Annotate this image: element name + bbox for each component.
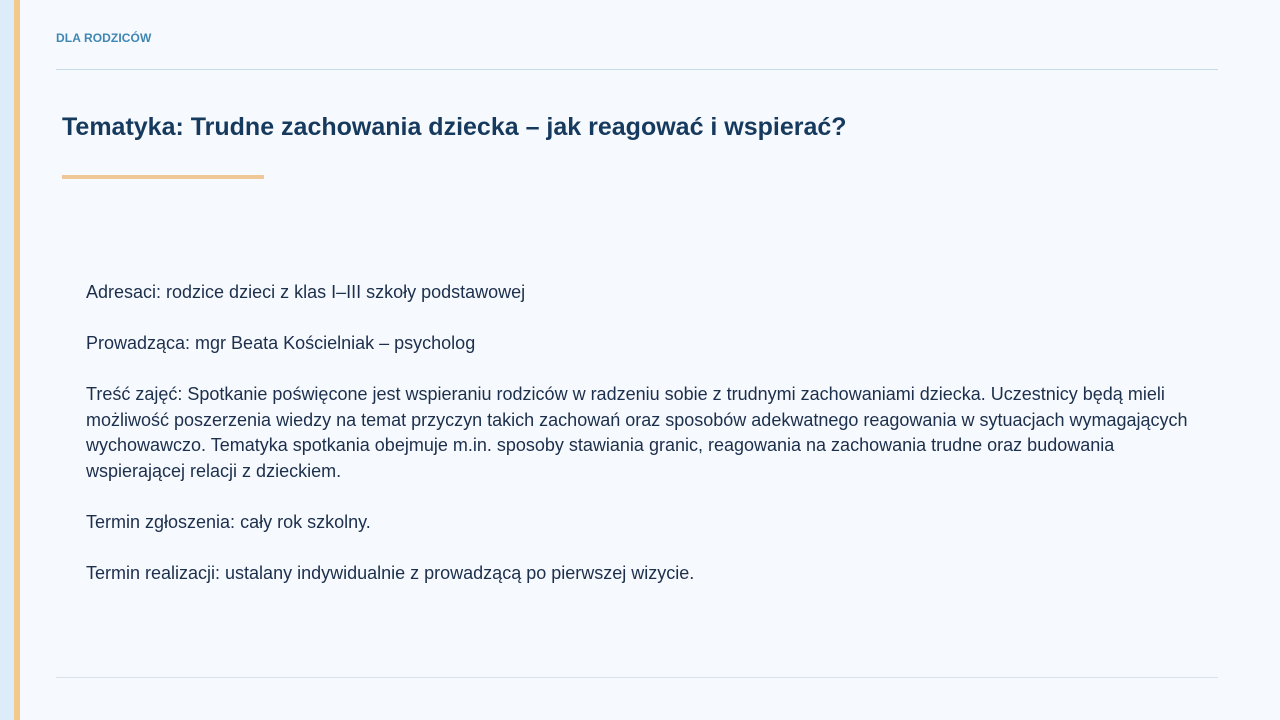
- title-underline: [62, 175, 264, 179]
- top-divider: [56, 69, 1218, 70]
- paragraph-description: Treść zajęć: Spotkanie poświęcone jest wspieraniu rodziców w radzeniu sobie z trudnymi zachowaniami dziecka. Uczestnicy będą mieli możliwość poszerzenia wiedzy na temat przyczyn takich zachowań oraz sposobów adekwatnego reagowania w sytuacjach wymagających wychowawczo. Tematyka spotkania obejmuje m.in. sposoby stawiania granic, reagowania na zachowania trudne oraz budowania wspierającej relacji z dzieckiem.: [86, 384, 1188, 481]
- paragraph-registration-deadline: Termin zgłoszenia: cały rok szkolny.: [86, 511, 371, 532]
- paragraph-addressees: Adresaci: rodzice dzieci z klas I–III szkoły podstawowej: [86, 282, 526, 302]
- bottom-divider: [56, 677, 1218, 678]
- section-label: DLA RODZICÓW: [56, 31, 152, 45]
- paragraph-realization-date: Termin realizacji: ustalany indywidualnie z prowadzącą po pierwszej wizycie.: [86, 562, 695, 583]
- page-title: Tematyka: Trudne zachowania dziecka – jak reagować i wspierać?: [62, 113, 847, 141]
- left-accent-bar: [14, 0, 20, 720]
- paragraph-instructor: Prowadząca: mgr Beata Kościelniak – psycholog: [86, 333, 476, 353]
- left-edge-strip: [0, 0, 14, 720]
- content-body: [86, 280, 1198, 612]
